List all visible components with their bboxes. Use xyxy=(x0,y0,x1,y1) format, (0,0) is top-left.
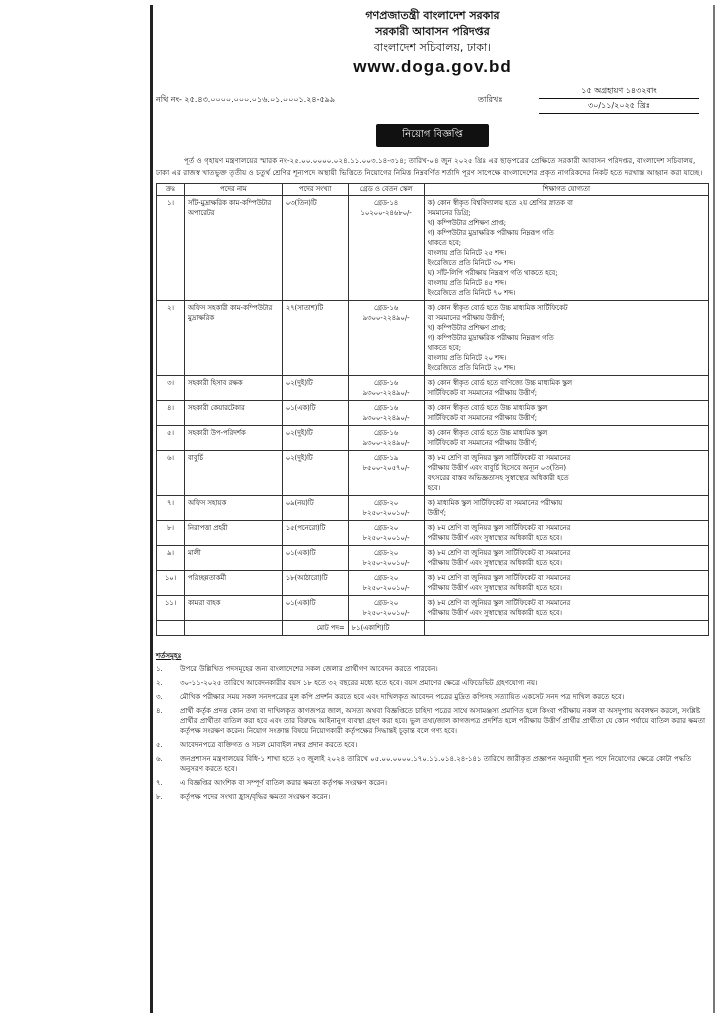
serial-cell: ৯। xyxy=(157,546,185,571)
qualification-cell xyxy=(424,196,708,301)
post-name-cell: সহকারী উপ-পরিদর্শক xyxy=(184,426,282,451)
post-count-cell: ০২(দুই)টি xyxy=(282,451,348,496)
pay-scale-text: ৮২৫০-২০০১০/- xyxy=(362,534,410,542)
post-name-cell: অফিস সহকারী কাম-কম্পিউটার মুদ্রাক্ষরিক xyxy=(184,301,282,376)
pay-scale-text: ৯৩০০-২২৪৯০/- xyxy=(362,439,410,447)
post-count-cell: ০৯(নয়)টি xyxy=(282,496,348,521)
pay-scale-text: ৯৩০০-২২৪৯০/- xyxy=(362,389,410,397)
grade-cell xyxy=(348,451,424,496)
office-address: বাংলাদেশ সচিবালয়, ঢাকা। xyxy=(373,41,492,54)
grade-cell xyxy=(348,546,424,571)
post-count-cell: ০১(এক)টি xyxy=(282,401,348,426)
grade-text: গ্রেড-২০ xyxy=(374,549,399,557)
condition-item xyxy=(156,692,709,702)
condition-text: জনপ্রশাসন মন্ত্রণালয়ের বিধি-১ শাখা হতে ২৩ জুলাই ২০২৪ তারিখে ০৫.০০.০০০০.১৭০.১১.০১৪.২৪-১৪১ তারিখে জারীকৃত প্রজ্ঞাপন অনুযায়ী শূন্য পদে নিয়োগের ক্ষেত্রে কোটা পদ্ধতি অনুসরণ করতে হবে। xyxy=(180,755,692,773)
qualification-cell xyxy=(424,426,708,451)
qualification-line: ক) ৮ম শ্রেণি বা জুনিয়র স্কুল সার্টিফিকেট বা সমমানের xyxy=(427,524,571,532)
grade-text: গ্রেড-২০ xyxy=(374,499,399,507)
document xyxy=(156,8,709,806)
post-count-cell: ১৮(আঠারো)টি xyxy=(282,571,348,596)
post-name-cell: বাবুর্চি xyxy=(184,451,282,496)
total-value: ৮১(একাশি)টি xyxy=(348,621,424,636)
grade-text: গ্রেড-২০ xyxy=(374,574,399,582)
pay-scale-text: ১০২০০-২৪৬৮০/- xyxy=(360,209,412,217)
grade-cell xyxy=(348,196,424,301)
qualification-line: ক) কোন স্বীকৃত বিশ্ববিদ্যালয় হতে ২য় শ্রেণির স্নাতক বা xyxy=(427,199,573,207)
qualification-line: ইংরেজিতে প্রতি মিনিটে ২০ শব্দ। xyxy=(427,364,516,372)
grade-text: গ্রেড-১৬ xyxy=(374,429,399,437)
qualification-line: পরীক্ষায় উত্তীর্ণ এবং সুস্বাস্থ্যের অধিকারী হতে হবে। xyxy=(427,534,562,542)
qualification-line: বা সমমানের পরীক্ষায় উত্তীর্ণ; xyxy=(427,314,505,322)
pay-scale-text: ৮৫০০-২০৫৭০/- xyxy=(362,464,410,472)
qualification-line: বাংলায় প্রতি মিনিটে ৪৫ শব্দ। xyxy=(427,279,507,287)
qualification-cell xyxy=(424,376,708,401)
qualification-line: ঘ) সাঁট-লিপি পরীক্ষায় নিম্নরূপ গতি থাকতে হবে; xyxy=(427,269,558,277)
qualification-cell xyxy=(424,521,708,546)
pay-scale-text: ৮২৫০-২০০১০/- xyxy=(362,559,410,567)
table-row xyxy=(157,301,709,376)
qualification-line: পরীক্ষায় উত্তীর্ণ এবং সুস্বাস্থ্যের অধিকারী হতে হবে। xyxy=(427,559,562,567)
govt-name: গণপ্রজাতন্ত্রী বাংলাদেশ সরকার xyxy=(365,9,500,22)
header-qualification: শিক্ষাগত যোগ্যতা xyxy=(424,184,708,196)
date-label: তারিখঃ xyxy=(478,95,503,104)
grade-cell xyxy=(348,376,424,401)
qualification-cell xyxy=(424,571,708,596)
qualification-line: খ) কম্পিউটার প্রশিক্ষণ প্রাপ্ত; xyxy=(427,219,507,227)
qualification-line: সার্টিফিকেট বা সমমানের পরীক্ষায় উত্তীর্ণ; xyxy=(427,439,537,447)
condition-text: কর্তৃপক্ষ পদের সংখ্যা হ্রাস/বৃদ্ধির ক্ষমতা সংরক্ষণ করেন। xyxy=(180,793,331,801)
qualification-line: পরীক্ষায় উত্তীর্ণ এবং সুস্বাস্থ্যের অধিকারী হতে হবে। xyxy=(427,584,562,592)
total-empty xyxy=(157,621,185,636)
header-serial: ক্রঃ xyxy=(157,184,185,196)
condition-text: মৌখিক পরীক্ষার সময় সকল সনদপত্রের মূল কপি প্রদর্শন করতে হবে এবং দাখিলকৃত আবেদন পত্রের মুদ্রিত কপিসহ সত্যায়িত একসেট সনদ পত্র দাখিল করতে হবে। xyxy=(180,693,625,701)
qualification-line: সার্টিফিকেট বা সমমানের পরীক্ষায় উত্তীর্ণ; xyxy=(427,414,537,422)
qualification-cell xyxy=(424,596,708,621)
post-name-cell: পরিচ্ছন্নতাকর্মী xyxy=(184,571,282,596)
qualification-line: ক) ৮ম শ্রেণি বা জুনিয়র স্কুল সার্টিফিকেট বা সমমানের xyxy=(427,599,571,607)
condition-number: ৩. xyxy=(156,693,163,701)
serial-cell: ৭। xyxy=(157,496,185,521)
grade-cell xyxy=(348,596,424,621)
post-name-cell: মালী xyxy=(184,546,282,571)
serial-cell: ৮। xyxy=(157,521,185,546)
conditions-title: শর্তসমূহঃ xyxy=(156,652,182,660)
qualification-line: সার্টিফিকেট বা সমমানের পরীক্ষায় উত্তীর্ণ; xyxy=(427,389,537,397)
qualification-cell xyxy=(424,301,708,376)
grade-text: গ্রেড-১৯ xyxy=(374,454,399,462)
condition-item xyxy=(156,664,709,674)
condition-number: ২. xyxy=(156,679,163,687)
memo-row xyxy=(156,84,709,120)
condition-item xyxy=(156,678,709,688)
condition-text: আবেদনপত্রে ব্যক্তিগত ও সচল মোবাইল নম্বর প্রদান করতে হবে। xyxy=(180,741,358,749)
grade-cell xyxy=(348,301,424,376)
post-name-cell: সহকারী কেয়ারটেকার xyxy=(184,401,282,426)
date-box xyxy=(539,84,699,114)
conditions-section xyxy=(156,650,709,802)
post-count-cell: ১৫(পনেরো)টি xyxy=(282,521,348,546)
qualification-cell xyxy=(424,496,708,521)
condition-number: ৬. xyxy=(156,755,163,763)
serial-cell: ১১। xyxy=(157,596,185,621)
qualification-line: সমমানের ডিগ্রি; xyxy=(427,209,471,217)
table-row xyxy=(157,401,709,426)
qualification-line: হবে। xyxy=(427,484,441,492)
condition-number: ১. xyxy=(156,665,163,673)
website-link[interactable]: www.doga.gov.bd xyxy=(353,57,512,76)
condition-number: ৪. xyxy=(156,707,163,715)
grade-cell xyxy=(348,401,424,426)
date-bangla: ১৫ অগ্রহায়ণ ১৪৩২বাং xyxy=(539,84,699,99)
total-empty xyxy=(184,621,282,636)
serial-cell: ১। xyxy=(157,196,185,301)
pay-scale-text: ৮২৫০-২০০১০/- xyxy=(362,609,410,617)
condition-item xyxy=(156,740,709,750)
qualification-cell xyxy=(424,451,708,496)
qualification-line: ক) মাধ্যমিক স্কুল সার্টিফিকেট বা সমমানের পরীক্ষায় xyxy=(427,499,563,507)
office-name: সরকারী আবাসন পরিদপ্তর xyxy=(375,25,490,38)
pay-scale-text: ৮২৫০-২০০১০/- xyxy=(362,584,410,592)
memo-number: নথি নং- ২৫.৪৩.০০০০.০০০.০১৬.০১.০০০১.২৪-৫৯৯ xyxy=(156,95,336,104)
qualification-line: ক) কোন স্বীকৃত বোর্ড হতে উচ্চ মাধ্যমিক সার্টিফিকেট xyxy=(427,304,568,312)
grade-cell xyxy=(348,426,424,451)
total-label: মোট পদ= xyxy=(282,621,348,636)
table-row xyxy=(157,451,709,496)
pay-scale-text: ৮২৫০-২০০১০/- xyxy=(362,509,410,517)
table-row xyxy=(157,571,709,596)
grade-text: গ্রেড-১৬ xyxy=(374,404,399,412)
grade-cell xyxy=(348,496,424,521)
qualification-line: বাংলায় প্রতি মিনিটে ২০ শব্দ। xyxy=(427,354,507,362)
post-name-cell: নিরাপত্তা প্রহরী xyxy=(184,521,282,546)
date-english: ৩০/১১/২০২৫ খ্রিঃ xyxy=(539,99,699,114)
qualification-line: গ) কম্পিউটার মুদ্রাক্ষরিক পরীক্ষায় নিম্নরূপ গতি xyxy=(427,229,554,237)
serial-cell: ১০। xyxy=(157,571,185,596)
qualification-line: ক) কোন স্বীকৃত বোর্ড হতে উচ্চ মাধ্যমিক স্কুল xyxy=(427,404,548,412)
qualification-line: ইংরেজিতে প্রতি মিনিটে ৭০ শব্দ। xyxy=(427,289,516,297)
post-name-cell: সহকারী হিসাব রক্ষক xyxy=(184,376,282,401)
qualification-line: ইংরেজিতে প্রতি মিনিটে ৩০ শব্দ। xyxy=(427,259,516,267)
condition-number: ৫. xyxy=(156,741,163,749)
qualification-line: খ) কম্পিউটার প্রশিক্ষণ প্রাপ্ত; xyxy=(427,324,507,332)
post-name-cell: অফিস সহায়ক xyxy=(184,496,282,521)
serial-cell: ৬। xyxy=(157,451,185,496)
table-row xyxy=(157,376,709,401)
condition-number: ৮. xyxy=(156,793,163,801)
post-name-cell: কামরা বাহক xyxy=(184,596,282,621)
post-count-cell: ০২(দুই)টি xyxy=(282,426,348,451)
grade-cell xyxy=(348,521,424,546)
pay-scale-text: ৯৩০০-২২৪৯০/- xyxy=(362,314,410,322)
condition-text: উপরে উল্লিখিত পদসমূহের জন্য বাংলাদেশের সকল জেলার প্রার্থীগণ আবেদন করতে পারবেন। xyxy=(180,665,438,673)
post-count-cell: ০৩(তিন)টি xyxy=(282,196,348,301)
grade-text: গ্রেড-২০ xyxy=(374,524,399,532)
grade-cell xyxy=(348,571,424,596)
grade-text: গ্রেড-১৬ xyxy=(374,379,399,387)
qualification-line: বৎসরের বাস্তব অভিজ্ঞতাসহ সুস্বাস্থ্যের অধিকারী হতে xyxy=(427,474,569,482)
grade-text: গ্রেড-১৪ xyxy=(374,199,399,207)
serial-cell: ৪। xyxy=(157,401,185,426)
posts-table xyxy=(156,183,709,636)
condition-text: প্রার্থী কর্তৃক প্রদত্ত কোন তথ্য বা দাখিলকৃত কাগজপত্র জাল, অসত্য অথবা বিজ্ঞপ্তিতে চাহিদা পত্রের সাথে অসামঞ্জস্য প্রমাণিত হলে কিংবা পরীক্ষায় নকল বা অসদুপায় অবলম্বন করলে, সংশ্লিষ্ট প্রার্থীর প্রার্থীতা বাতিল করা হবে এবং তার বিরুদ্ধে আইনানুগ ব্যবস্থা গ্রহণ করা হবে। ভুল তথ্য/জাল কাগজপত্র প্রদর্শিত হলে পরীক্ষায় উত্তীর্ণ প্রার্থীর প্রার্থীতা যে কোন পর্যায়ে বাতিল করার ক্ষমতা কর্তৃপক্ষ সংরক্ষণ করেন। নিয়োগ সংক্রান্ত বিষয়ে নিয়োগকারী কর্তৃপক্ষের সিদ্ধান্তই চূড়ান্ত বলে গণ্য হবে। xyxy=(180,707,706,735)
qualification-line: উত্তীর্ণ; xyxy=(427,509,447,517)
post-count-cell: ০১(এক)টি xyxy=(282,596,348,621)
condition-text: এ বিজ্ঞপ্তির আংশিক বা সম্পূর্ণ বাতিল করার ক্ষমতা কর্তৃপক্ষ সংরক্ষণ করেন। xyxy=(180,779,387,787)
qualification-line: থাকতে হবে; xyxy=(427,344,462,352)
total-empty xyxy=(424,621,708,636)
table-row xyxy=(157,546,709,571)
pay-scale-text: ৯৩০০-২২৪৯০/- xyxy=(362,414,410,422)
post-count-cell: ০১(এক)টি xyxy=(282,546,348,571)
qualification-line: ক) ৮ম শ্রেণি বা জুনিয়র স্কুল সার্টিফিকেট বা সমমানের xyxy=(427,549,571,557)
qualification-line: থাকতে হবে; xyxy=(427,239,462,247)
qualification-line: গ) কম্পিউটার মুদ্রাক্ষরিক পরীক্ষায় নিম্নরূপ গতি xyxy=(427,334,554,342)
qualification-line: পরীক্ষায় উত্তীর্ণ এবং বাবুর্চি হিসেবে অন্যূন ০৩(তিন) xyxy=(427,464,567,472)
qualification-line: ক) কোন স্বীকৃত বোর্ড হতে উচ্চ মাধ্যমিক স্কুল xyxy=(427,429,548,437)
condition-item xyxy=(156,754,709,774)
qualification-line: বাংলায় প্রতি মিনিটে ২৫ শব্দ। xyxy=(427,249,507,257)
condition-text: ৩০-১১-২০২৫ তারিখে আবেদনকারীর বয়স ১৮ হতে ৩২ বছরের মধ্যে হতে হবে। বয়স প্রমাণের ক্ষেত্রে এফিডেভিট গ্রহণযোগ্য নয়। xyxy=(180,679,538,687)
qualification-line: ক) কোন স্বীকৃত বোর্ড হতে বাণিজ্যে উচ্চ মাধ্যমিক স্কুল xyxy=(427,379,572,387)
serial-cell: ৩। xyxy=(157,376,185,401)
post-name-cell: সাঁট-মুদ্রাক্ষরিক কাম-কম্পিউটার অপারেটর xyxy=(184,196,282,301)
qualification-line: ক) ৮ম শ্রেণি বা জুনিয়র স্কুল সার্টিফিকেট বা সমমানের xyxy=(427,574,571,582)
post-count-cell: ২৭(সাতাশ)টি xyxy=(282,301,348,376)
header-post-name: পদের নাম xyxy=(184,184,282,196)
table-row xyxy=(157,196,709,301)
table-row xyxy=(157,521,709,546)
condition-item xyxy=(156,778,709,788)
grade-text: গ্রেড-২০ xyxy=(374,599,399,607)
table-row xyxy=(157,596,709,621)
header-post-count: পদের সংখ্যা xyxy=(282,184,348,196)
qualification-line: পরীক্ষায় উত্তীর্ণ এবং সুস্বাস্থ্যের অধিকারী হতে হবে। xyxy=(427,609,562,617)
condition-item xyxy=(156,706,709,736)
notice-title: নিয়োগ বিজ্ঞপ্তি xyxy=(376,124,488,147)
table-header-row xyxy=(157,184,709,196)
letterhead xyxy=(156,8,709,78)
intro-paragraph: পূর্ত ও গৃহায়ণ মন্ত্রণালয়ের স্মারক নং-২৫.০০.০০০০.০২৪.১১.০০৩.১৪-৩১৪; তারিখ-০৪ জুন ২০২৫ খ্রিঃ এর ছাড়পত্রের প্রেক্ষিতে সরকারী আবাসন পরিদপ্তর, বাংলাদেশ সচিবালয়, ঢাকা এর রাজস্ব খাতভুক্ত তৃতীয় ও চতুর্থ শ্রেণির শূন্যপদে অস্থায়ী ভিত্তিতে নিয়োগের নিমিত্ত নিম্নবর্ণিত শর্তাদি পূরণ সাপেক্ষে বাংলাদেশের প্রকৃত নাগরিকদের নিকট হতে দরখাস্ত আহ্বান করা যাচ্ছে। xyxy=(156,156,703,177)
qualification-cell xyxy=(424,401,708,426)
table-row xyxy=(157,496,709,521)
grade-text: গ্রেড-১৬ xyxy=(374,304,399,312)
condition-number: ৭. xyxy=(156,779,163,787)
total-row xyxy=(157,621,709,636)
qualification-cell xyxy=(424,546,708,571)
qualification-line: ক) ৮ম শ্রেণি বা জুনিয়র স্কুল সার্টিফিকেট বা সমমানের xyxy=(427,454,571,462)
condition-item xyxy=(156,792,709,802)
header-grade: গ্রেড ও বেতন স্কেল xyxy=(348,184,424,196)
serial-cell: ৫। xyxy=(157,426,185,451)
serial-cell: ২। xyxy=(157,301,185,376)
table-row xyxy=(157,426,709,451)
post-count-cell: ০২(দুই)টি xyxy=(282,376,348,401)
